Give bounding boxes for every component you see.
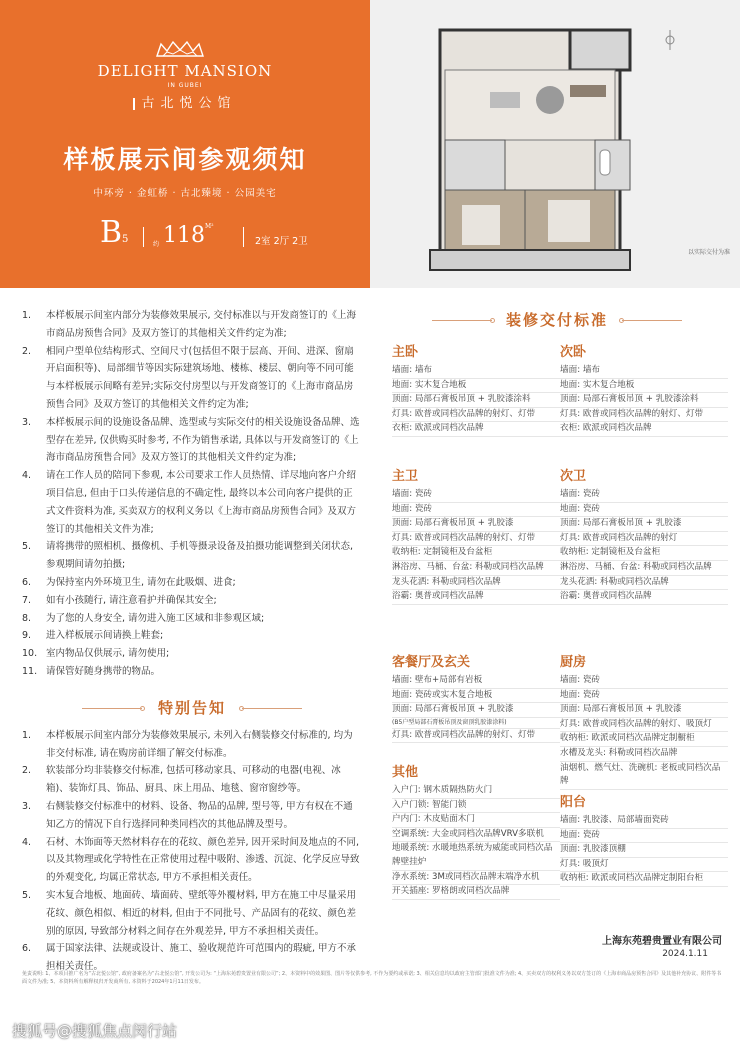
spec-line: 收纳柜: 欧派或同档次品牌定制橱柜 xyxy=(560,732,728,747)
spec-line: 油烟机、燃气灶、洗碗机: 老板或同档次品牌 xyxy=(560,762,728,790)
spec-line: 灯具: 欧普或同档次品牌的射灯、吸顶灯 xyxy=(560,718,728,733)
page-title: 样板展示间参观须知 xyxy=(63,145,307,174)
brand-name-cn: 古北悦公馆 xyxy=(0,92,370,111)
list-item xyxy=(22,343,362,414)
item-text: 进入样板展示间请换上鞋套; xyxy=(46,630,164,642)
spec-line: 灯具: 吸顶灯 xyxy=(560,858,728,873)
spec-line: 顶面: 局部石膏板吊顶 + 乳胶漆 xyxy=(560,517,728,532)
room-standard xyxy=(392,653,560,743)
spec-line: 灯具: 欧普或同档次品牌的射灯、灯带 xyxy=(560,408,728,423)
spec-line: 收纳柜: 定制镜柜及台盆柜 xyxy=(560,546,728,561)
special-list xyxy=(22,727,362,976)
floor-plan-panel xyxy=(370,0,740,288)
list-item xyxy=(22,467,362,538)
item-number: 11. xyxy=(22,665,38,677)
spec-line: 地面: 瓷砖 xyxy=(560,829,728,844)
spec-line: 淋浴房、马桶、台盆: 科勒或同档次品牌 xyxy=(392,561,560,576)
item-number: 9. xyxy=(22,630,32,642)
list-item xyxy=(22,663,362,681)
item-number: 1. xyxy=(22,310,32,321)
spec-line: 地面: 瓷砖 xyxy=(392,503,560,518)
item-number: 6. xyxy=(22,576,32,588)
unit-info xyxy=(0,215,370,255)
disclaimer: 免责说明: 1、本项目推广名为“古北悦公馆”, 政府备案名为“古北悦公馆”, 开发公司为: “上海东苑碧贵置业有限公司”; 2、本资料中的效果图、图片等仅供参考, 不作为要约或承诺; 3、相关信息均以政府主管部门批准文件为准; 4、买卖双方的权利义务以双方签订的《上海市商品房预售合同》及其他补充协议、附件等书面文件为准; 5、本资料所有解释权归开发商所有, 本资料于2024年1月11日发布。 xyxy=(22,971,722,985)
room-name: 主卫 xyxy=(392,469,419,484)
list-item xyxy=(22,727,362,763)
item-number: 10. xyxy=(22,648,38,660)
spec-line: 墙面: 瓷砖 xyxy=(560,488,728,503)
room-name: 主卧 xyxy=(392,345,419,360)
spec-line: 衣柜: 欧派或同档次品牌 xyxy=(392,422,560,437)
spec-line: 浴霸: 奥普或同档次品牌 xyxy=(392,590,560,605)
spec-line: 顶面: 局部石膏板吊顶 + 乳胶漆 xyxy=(392,517,560,532)
item-number: 7. xyxy=(22,594,32,606)
item-text: 相同户型单位结构形式、空间尺寸(包括但不限于层高、开间、进深、窗扇开启面积等)、局部细节等因实际建筑场地、楼栋、楼层、朝向等不同可能与本样板展示间略有差异;实际交付房型以与开发商签订的《上海市商品房预售合同》及双方签订的其他相关文件约定为准; xyxy=(46,345,354,410)
item-text: 为了您的人身安全, 请勿进入施工区域和非参观区域; xyxy=(46,612,265,624)
item-text: 请在工作人员的陪同下参观, 本公司要求工作人员热情、详尽地向客户介绍项目信息, 但由于口头传递信息的不确定性, 最终以本公司向客户提供的正式文件资料为准, 买卖双方的权利义务以《上海市商品房预售合同》及双方签订的其他相关文件为准; xyxy=(46,470,357,535)
issue-date: 2024.1.11 xyxy=(662,949,708,959)
spec-line: 地面: 实木复合地板 xyxy=(560,379,728,394)
spec-line: 收纳柜: 欧派或同档次品牌定制阳台柜 xyxy=(560,872,728,887)
item-text: 本样板展示间室内部分为装修效果展示, 交付标准以与开发商签订的《上海市商品房预售合同》及双方签订的其他相关文件约定为准; xyxy=(46,310,357,339)
spec-line: 龙头花洒: 科勒或同档次品牌 xyxy=(560,576,728,591)
standard-column xyxy=(392,307,722,897)
item-number: 8. xyxy=(22,612,32,624)
item-text: 石材、木饰面等天然材料存在的花纹、颜色差异, 因开采时间及地点的不同, 以及其物理或化学特性在正常使用过程中吸附、渗透、沉淀、化学反应导致的外观变化, 均属正常状态, 甲方不承担相关责任。 xyxy=(46,836,360,884)
item-text: 请将携带的照相机、摄像机、手机等摄录设备及拍摄功能调整到关闭状态, 参观期间请勿拍摄; xyxy=(46,541,354,571)
special-title: 特别告知 xyxy=(22,695,362,721)
spec-line: 衣柜: 欧派或同档次品牌 xyxy=(560,422,728,437)
brand-name-en: DELIGHT MANSION xyxy=(97,62,273,80)
spec-line: 空调系统: 大金或同档次品牌VRV多联机 xyxy=(392,828,560,843)
spec-line: 入户门锁: 智能门锁 xyxy=(392,799,560,814)
unit-layout: 2室 2厅 2卫 xyxy=(255,236,308,247)
room-standard xyxy=(560,343,728,437)
tagline: 中环旁 · 金虹桥 · 古北臻境 · 公园美宅 xyxy=(93,188,277,199)
spec-line: 墙面: 墙布 xyxy=(560,364,728,379)
spec-line: 水槽及龙头: 科勒或同档次品牌 xyxy=(560,747,728,762)
room-name: 次卫 xyxy=(560,469,587,484)
spec-line: 墙面: 瓷砖 xyxy=(560,674,728,689)
item-number: 4. xyxy=(22,470,32,482)
room-standard xyxy=(392,343,560,437)
room-standard xyxy=(392,467,560,605)
watermark: 搜狐号@搜狐焦点闵行站 xyxy=(12,1022,178,1040)
list-item xyxy=(22,307,362,343)
room-name: 阳台 xyxy=(560,795,587,810)
room-standard xyxy=(392,763,560,900)
notice-column xyxy=(22,307,362,976)
spec-line: 顶面: 乳胶漆顶棚 xyxy=(560,843,728,858)
standard-title: 装修交付标准 xyxy=(392,307,722,333)
notice-list xyxy=(22,307,362,681)
spec-line: 墙面: 壁布+局部有岩板 xyxy=(392,674,560,689)
room-name: 厨房 xyxy=(560,655,587,670)
floor-plan-image xyxy=(370,0,740,288)
item-text: 软装部分均非装修交付标准, 包括可移动家具、可移动的电器(电视、冰箱)、装饰灯具、饰品、厨具、床上用品、地毯、窗帘窗纱等。 xyxy=(46,765,341,795)
list-item xyxy=(22,610,362,628)
list-item xyxy=(22,592,362,610)
item-text: 如有小孩随行, 请注意看护并确保其安全; xyxy=(46,594,217,606)
list-item xyxy=(22,798,362,834)
list-item xyxy=(22,627,362,645)
item-number: 5. xyxy=(22,541,32,553)
item-text: 室内物品仅供展示, 请勿使用; xyxy=(46,648,170,660)
spec-line: 墙面: 瓷砖 xyxy=(392,488,560,503)
item-number: 2. xyxy=(22,765,32,777)
spec-line: 收纳柜: 定制镜柜及台盆柜 xyxy=(392,546,560,561)
spec-line: 顶面: 局部石膏板吊顶 + 乳胶漆 xyxy=(392,703,560,718)
item-text: 本样板展示间的设施设备品牌、选型或与实际交付的相关设施设备品牌、选型存在差异, 仅供购买时参考, 不作为销售承诺, 具体以与开发商签订的《上海市商品房预售合同》及双方签订的其他相关文件约定为准; xyxy=(46,416,360,464)
item-number: 1. xyxy=(22,729,32,741)
spec-line: 淋浴房、马桶、台盆: 科勒或同档次品牌 xyxy=(560,561,728,576)
item-text: 为保持室内外环境卫生, 请勿在此吸烟、进食; xyxy=(46,576,236,588)
spec-line: 地面: 实木复合地板 xyxy=(392,379,560,394)
item-text: 右侧装修交付标准中的材料、设备、物品的品牌, 型号等, 甲方有权在不通知乙方的情况下自行选择同种类同档次的其他品牌及型号。 xyxy=(46,800,353,830)
spec-line: 墙面: 墙布 xyxy=(392,364,560,379)
spec-line: 浴霸: 奥普或同档次品牌 xyxy=(560,590,728,605)
plan-note: 以实际交付为准 xyxy=(687,249,730,256)
unit-type: B5 xyxy=(100,215,129,250)
spec-line: 灯具: 欧普或同档次品牌的射灯、灯带 xyxy=(392,408,560,423)
item-text: 本样板展示间室内部分为装修效果展示, 未列入右侧装修交付标准的, 均为非交付标准, 请在购房前详细了解交付标准。 xyxy=(46,729,353,759)
list-item xyxy=(22,538,362,574)
spec-line: 净水系统: 3M或同档次品牌末端净水机 xyxy=(392,871,560,886)
list-item xyxy=(22,574,362,592)
list-item xyxy=(22,834,362,887)
spec-line: 龙头花洒: 科勒或同档次品牌 xyxy=(392,576,560,591)
spec-line: 开关插座: 罗格朗或同档次品牌 xyxy=(392,885,560,900)
item-text: 实木复合地板、地面砖、墙面砖、壁纸等外覆材料, 甲方在施工中尽量采用花纹、颜色相似、相近的材料, 但由于不同批号、产品固有的花纹、颜色差别的原因, 导致部分材料之间存在外观差异, 甲方不承担相关责任。 xyxy=(46,889,357,937)
header xyxy=(0,0,740,288)
item-number: 5. xyxy=(22,889,32,901)
spec-line: 灯具: 欧普或同档次品牌的射灯、灯带 xyxy=(392,532,560,547)
spec-line: 地面: 瓷砖或实木复合地板 xyxy=(392,689,560,704)
brand-panel xyxy=(0,0,370,288)
list-item xyxy=(22,887,362,940)
company-name: 上海东苑碧贵置业有限公司 xyxy=(602,936,722,947)
spec-line: 户内门: 木皮贴面木门 xyxy=(392,813,560,828)
item-text: 请保管好随身携带的物品。 xyxy=(46,665,161,677)
item-text: 属于国家法律、法规或设计、施工、验收规范许可范围内的瑕疵, 甲方不承担相关责任。 xyxy=(46,943,357,973)
item-number: 6. xyxy=(22,943,32,955)
list-item xyxy=(22,645,362,663)
spec-line: 灯具: 欧普或同档次品牌的射灯、灯带 xyxy=(392,729,560,744)
spec-line: 灯具: 欧普或同档次品牌的射灯 xyxy=(560,532,728,547)
item-number: 3. xyxy=(22,800,32,812)
room-standard xyxy=(560,793,728,887)
area-label: 约 xyxy=(153,241,160,248)
room-name: 客餐厅及玄关 xyxy=(392,655,471,670)
item-number: 2. xyxy=(22,345,32,357)
spec-line: 入户门: 钢木质隔热防火门 xyxy=(392,784,560,799)
spec-line: 地面: 瓷砖 xyxy=(560,689,728,704)
brand-subtitle: IN GUBEI xyxy=(167,82,203,89)
spec-line: 墙面: 乳胶漆、局部墙面瓷砖 xyxy=(560,814,728,829)
spec-line: 地暖系统: 水暖地热系统为威能或同档次品牌壁挂炉 xyxy=(392,842,560,870)
crown-logo-icon xyxy=(155,40,205,58)
item-number: 3. xyxy=(22,416,32,428)
spec-line: 地面: 瓷砖 xyxy=(560,503,728,518)
list-item xyxy=(22,414,362,467)
room-name: 次卧 xyxy=(560,345,587,360)
item-number: 4. xyxy=(22,836,32,848)
spec-line: 顶面: 局部石膏板吊顶 + 乳胶漆 xyxy=(560,703,728,718)
list-item xyxy=(22,762,362,798)
room-standard xyxy=(560,653,728,790)
room-name: 其他 xyxy=(392,765,419,780)
spec-line: (B5户型局部石膏板吊顶及窗顶乳胶漆涂料) xyxy=(392,718,560,729)
spec-line: 顶面: 局部石膏板吊顶 + 乳胶漆涂料 xyxy=(560,393,728,408)
room-standard xyxy=(560,467,728,605)
unit-area: $118^{M^2}$ xyxy=(163,223,214,248)
spec-line: 顶面: 局部石膏板吊顶 + 乳胶漆涂料 xyxy=(392,393,560,408)
